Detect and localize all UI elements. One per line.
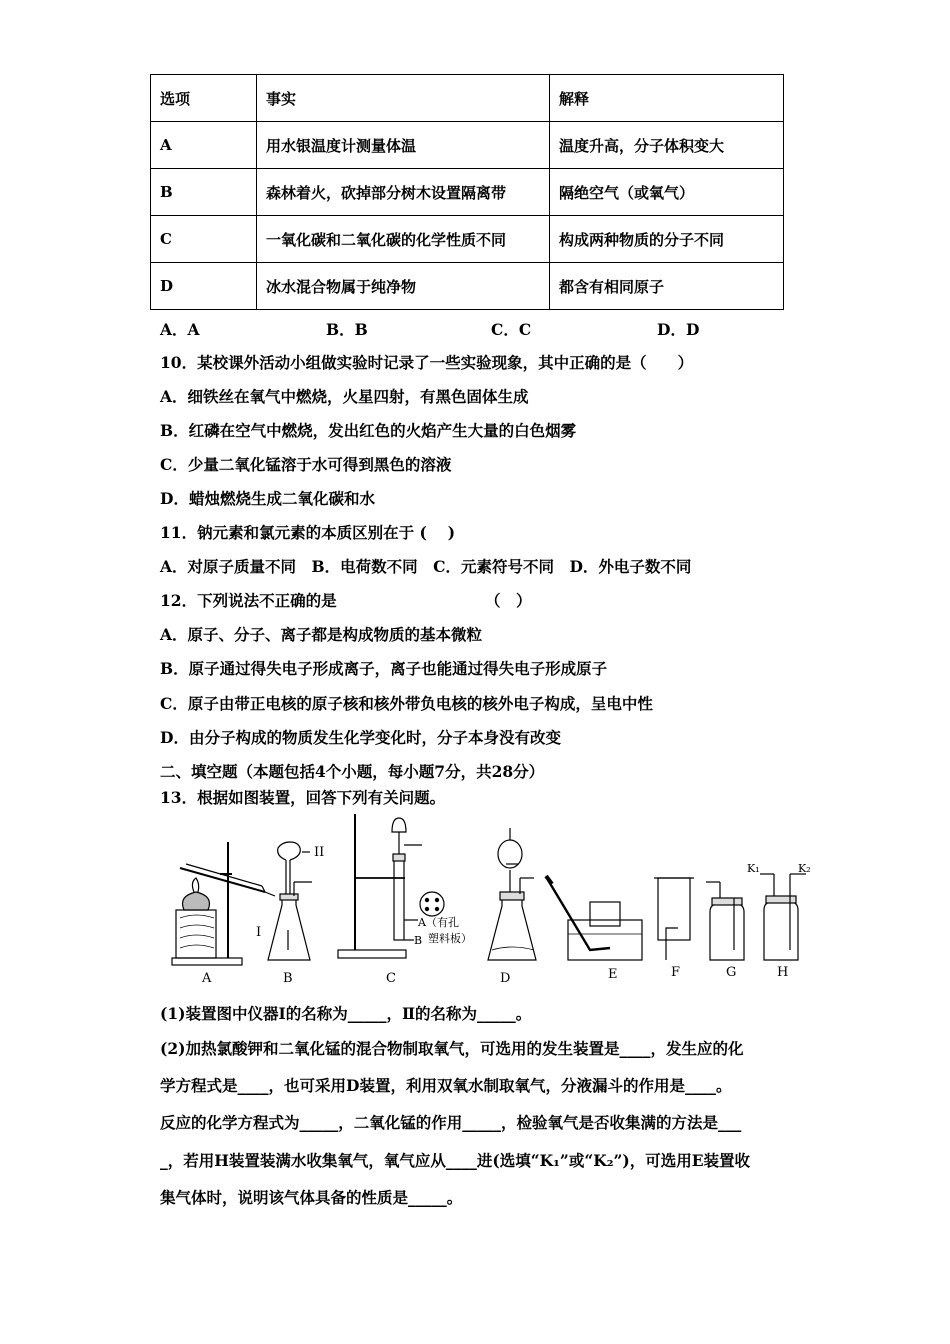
label-plate-a: A（有孔 — [418, 916, 459, 929]
q9-option-c: C．C — [491, 320, 532, 339]
table-row — [151, 122, 784, 169]
label-instrument-ii: II — [314, 845, 325, 860]
q13-part1: (1)装置图中仪器Ⅰ的名称为_____，Ⅱ的名称为_____。 — [160, 1004, 532, 1023]
q12-option-b: B．原子通过得失电子形成离子，离子也能通过得失电子形成原子 — [160, 659, 608, 678]
label-a: A — [202, 971, 212, 986]
label-g: G — [726, 965, 737, 980]
label-k2: K₂ — [798, 862, 811, 875]
q11-stem: 11．钠元素和氯元素的本质区别在于 ( ) — [160, 523, 456, 542]
label-d: D — [500, 971, 511, 986]
label-b-point: B — [414, 934, 423, 947]
q12-option-a: A．原子、分子、离子都是构成物质的基本微粒 — [160, 625, 483, 644]
table-cell: B — [151, 169, 257, 216]
q13-part2-line1: (2)加热氯酸钾和二氧化锰的混合物制取氧气，可选用的发生装置是____，发生应的化 — [160, 1039, 744, 1058]
apparatus-a — [172, 842, 275, 965]
q13-part2-line2: 学方程式是____，也可采用D装置，利用双氧水制取氧气，分液漏斗的作用是____。 — [160, 1076, 732, 1095]
section-heading: 二、填空题（本题包括4个小题，每小题7分，共28分） — [160, 762, 545, 781]
q10-option-d: D．蜡烛燃烧生成二氧化碳和水 — [160, 489, 375, 508]
q13-part2-line4: _，若用H装置装满水收集氧气，氧气应从____进(选填“K₁”或“K₂”)，可选用E装置收 — [160, 1151, 751, 1170]
q13-stem: 13．根据如图装置，回答下列有关问题。 — [160, 788, 446, 807]
label-e: E — [608, 967, 618, 982]
apparatus-e — [546, 876, 642, 960]
header-cell: 事实 — [257, 75, 550, 122]
q13-part2-line3: 反应的化学方程式为_____，二氧化锰的作用_____，检验氧气是否收集满的方法是___ — [160, 1113, 742, 1132]
table-cell: 森林着火，砍掉部分树木设置隔离带 — [257, 169, 550, 216]
q12-option-d: D．由分子构成的物质发生化学变化时，分子本身没有改变 — [160, 728, 561, 747]
label-h: H — [777, 965, 789, 980]
apparatus-h — [760, 874, 806, 960]
table-cell: D — [151, 263, 257, 310]
table-cell: 冰水混合物属于纯净物 — [257, 263, 550, 310]
apparatus-g — [706, 882, 744, 960]
apparatus-f — [654, 878, 694, 960]
table-header-row — [151, 75, 784, 122]
table-row — [151, 263, 784, 310]
table-cell: 隔绝空气（或氧气） — [550, 169, 784, 216]
apparatus-b — [268, 842, 312, 960]
label-plate-b: 塑料板） — [428, 932, 472, 945]
q10-option-a: A．细铁丝在氧气中燃烧，火星四射，有黑色固体生成 — [160, 387, 529, 406]
q9-option-b: B．B — [326, 320, 368, 339]
q9-option-d: D．D — [657, 320, 700, 339]
q10-stem: 10．某校课外活动小组做实验时记录了一些实验现象，其中正确的是（ ） — [160, 353, 694, 372]
q9-option-a: A．A — [160, 320, 200, 339]
q12-stem: 12．下列说法不正确的是 — [160, 591, 337, 610]
q10-option-b: B．红磷在空气中燃烧，发出红色的火焰产生大量的白色烟雾 — [160, 421, 577, 440]
table-cell: 一氧化碳和二氧化碳的化学性质不同 — [257, 216, 550, 263]
table-row — [151, 216, 784, 263]
table-row — [151, 169, 784, 216]
table-cell: 用水银温度计测量体温 — [257, 122, 550, 169]
apparatus-d — [488, 828, 536, 960]
header-cell: 选项 — [151, 75, 257, 122]
q12-paren: （ ） — [485, 591, 532, 610]
header-cell: 解释 — [550, 75, 784, 122]
q13-part2-line5: 集气体时，说明该气体具备的性质是_____。 — [160, 1188, 463, 1207]
label-c: C — [386, 971, 396, 986]
label-f: F — [671, 965, 681, 980]
label-k1: K₁ — [747, 862, 760, 875]
apparatus-figure — [150, 810, 830, 990]
table-cell: C — [151, 216, 257, 263]
facts-table — [150, 74, 784, 310]
q10-option-c: C．少量二氧化锰溶于水可得到黑色的溶液 — [160, 455, 452, 474]
table-cell: 都含有相同原子 — [550, 263, 784, 310]
q11-options: A．对原子质量不同 B．电荷数不同 C．元素符号不同 D．外电子数不同 — [160, 557, 692, 576]
q12-option-c: C．原子由带正电核的原子核和核外带负电核的核外电子构成，呈电中性 — [160, 694, 653, 713]
label-b: B — [283, 971, 293, 986]
table-cell: 构成两种物质的分子不同 — [550, 216, 784, 263]
label-instrument-i: I — [256, 925, 262, 940]
table-cell: 温度升高，分子体积变大 — [550, 122, 784, 169]
table-cell: A — [151, 122, 257, 169]
